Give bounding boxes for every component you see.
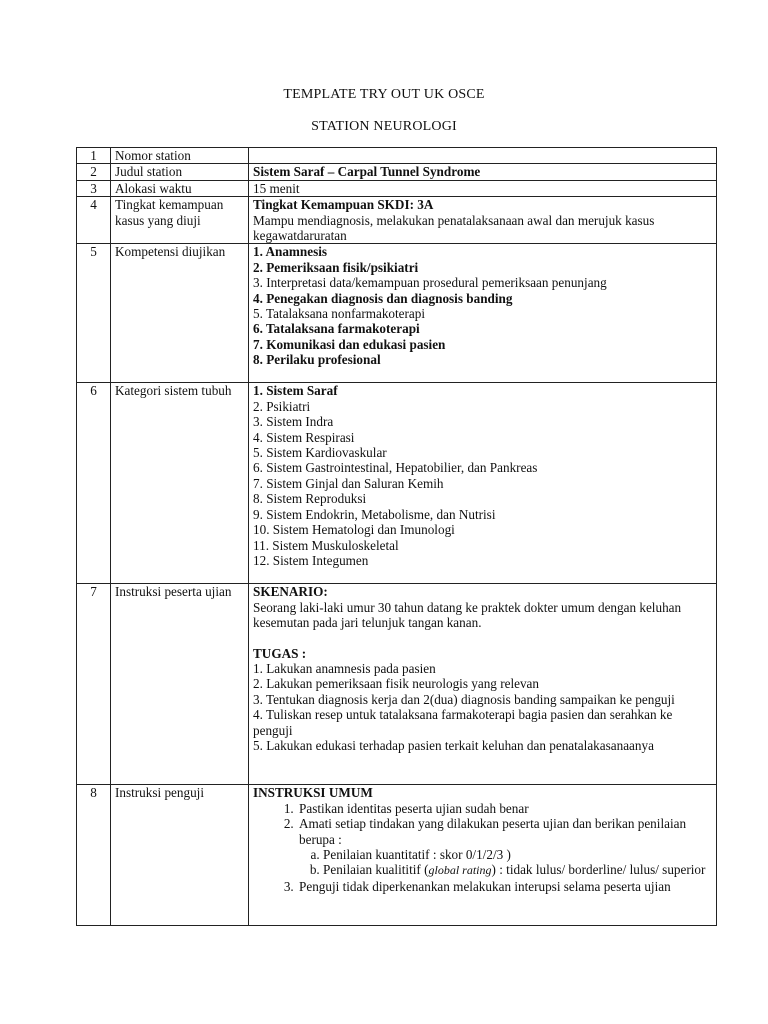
instruction-text: Penguji tidak diperkenankan melakukan interupsi selama peserta ujian — [299, 878, 671, 894]
table-row — [77, 383, 717, 584]
task-item: 2. Lakukan pemeriksaan fisik neurologis yang relevan — [253, 676, 540, 692]
row-label: Nomor station — [111, 148, 249, 164]
scenario-text: Seorang laki-laki umur 30 tahun datang ke praktek dokter umum dengan keluhan kesemutan pada jari telunjuk tangan kanan. — [253, 599, 682, 631]
body-system-item: 11. Sistem Muskuloskeletal — [253, 537, 399, 553]
rating-list — [299, 847, 712, 879]
list-item — [297, 879, 712, 894]
list-item — [323, 862, 712, 878]
table-row — [77, 244, 717, 383]
competency-item: 4. Penegakan diagnosis dan diagnosis banding — [253, 290, 513, 306]
scenario-heading: SKENARIO: — [253, 584, 328, 600]
row-label: Kategori sistem tubuh — [111, 383, 249, 584]
task-heading: TUGAS : — [253, 645, 307, 661]
competency-list — [249, 244, 717, 383]
row-number: 6 — [77, 383, 111, 584]
qualitative-rating-options: ) : tidak lulus/ borderline/ lulus/ superior — [491, 862, 706, 878]
row-number: 4 — [77, 197, 111, 244]
row-number: 8 — [77, 785, 111, 926]
row-value — [249, 148, 717, 164]
general-instructions-heading: INSTRUKSI UMUM — [253, 785, 373, 801]
task-item: 5. Lakukan edukasi terhadap pasien terkait keluhan dan penatalakasanaanya — [253, 738, 654, 754]
participant-instructions — [249, 584, 717, 785]
station-title-value: Sistem Saraf – Carpal Tunnel Syndrome — [249, 164, 717, 180]
row-value: 15 menit — [249, 180, 717, 196]
table-row — [77, 785, 717, 926]
competency-item: 6. Tatalaksana farmakoterapi — [253, 321, 420, 337]
station-subtitle: STATION NEUROLOGI — [311, 119, 457, 134]
competency-item: 7. Komunikasi dan edukasi pasien — [253, 336, 446, 352]
row-label: Instruksi peserta ujian — [111, 584, 249, 785]
row-number: 7 — [77, 584, 111, 785]
body-system-item: 8. Sistem Reproduksi — [253, 491, 367, 507]
competency-item: 8. Perilaku profesional — [253, 352, 381, 368]
body-system-item: 10. Sistem Hematologi dan Imunologi — [253, 522, 455, 538]
body-system-item: 3. Sistem Indra — [253, 414, 334, 430]
table-row — [77, 164, 717, 180]
body-system-item: 9. Sistem Endokrin, Metabolisme, dan Nutrisi — [253, 506, 496, 522]
skdi-level: Tingkat Kemampuan SKDI: 3A — [253, 197, 434, 213]
table-row — [77, 180, 717, 196]
competency-item: 5. Tatalaksana nonfarmakoterapi — [253, 306, 426, 322]
task-item: 1. Lakukan anamnesis pada pasien — [253, 661, 436, 677]
global-rating-term: global rating — [428, 863, 492, 878]
body-system-item: 2. Psikiatri — [253, 398, 311, 414]
row-label: Kompetensi diujikan — [111, 244, 249, 383]
competency-item: 2. Pemeriksaan fisik/psikiatri — [253, 259, 419, 275]
body-system-item: 1. Sistem Saraf — [253, 383, 338, 399]
qualitative-rating: Penilaian kualititif ( — [323, 862, 429, 878]
body-system-item: 5. Sistem Kardiovaskular — [253, 445, 387, 461]
list-item — [323, 847, 712, 862]
body-system-item: 4. Sistem Respirasi — [253, 429, 355, 445]
table-row — [77, 148, 717, 164]
task-item: 4. Tuliskan resep untuk tatalaksana farmakoterapi bagia pasien dan serahkan ke penguji — [253, 707, 673, 738]
row-label: Tingkat kemampuan kasus yang diuji — [111, 197, 249, 244]
osce-station-table — [76, 147, 717, 926]
body-system-item: 12. Sistem Integumen — [253, 552, 369, 568]
page-title: TEMPLATE TRY OUT UK OSCE — [283, 87, 485, 102]
task-item: 3. Tentukan diagnosis kerja dan 2(dua) diagnosis banding sampaikan ke penguji — [253, 691, 675, 707]
examiner-instructions — [249, 785, 717, 926]
row-number: 1 — [77, 148, 111, 164]
row-label: Judul station — [111, 164, 249, 180]
competency-item: 1. Anamnesis — [253, 244, 328, 260]
competency-item: 3. Interpretasi data/kemampuan prosedural pemeriksaan penunjang — [253, 275, 607, 291]
instruction-text: Amati setiap tindakan yang dilakukan peserta ujian dan berikan penilaian berupa : — [299, 816, 687, 847]
row-value — [249, 197, 717, 244]
quantitative-rating: Penilaian kuantitatif : skor 0/1/2/3 ) — [323, 847, 511, 863]
body-system-item: 7. Sistem Ginjal dan Saluran Kemih — [253, 475, 444, 491]
body-system-list — [249, 383, 717, 584]
table-row — [77, 197, 717, 244]
body-system-item: 6. Sistem Gastrointestinal, Hepatobilier, dan Pankreas — [253, 460, 538, 476]
row-number: 5 — [77, 244, 111, 383]
row-number: 3 — [77, 180, 111, 196]
row-number: 2 — [77, 164, 111, 180]
row-label: Alokasi waktu — [111, 180, 249, 196]
table-row — [77, 584, 717, 785]
instruction-list — [253, 801, 712, 894]
row-label: Instruksi penguji — [111, 785, 249, 926]
skdi-description: Mampu mendiagnosis, melakukan penatalaksanaan awal dan merujuk kasus kegawatdaruratan — [253, 212, 655, 244]
list-item — [297, 816, 712, 879]
list-item — [297, 801, 712, 816]
instruction-text: Pastikan identitas peserta ujian sudah benar — [299, 800, 529, 816]
